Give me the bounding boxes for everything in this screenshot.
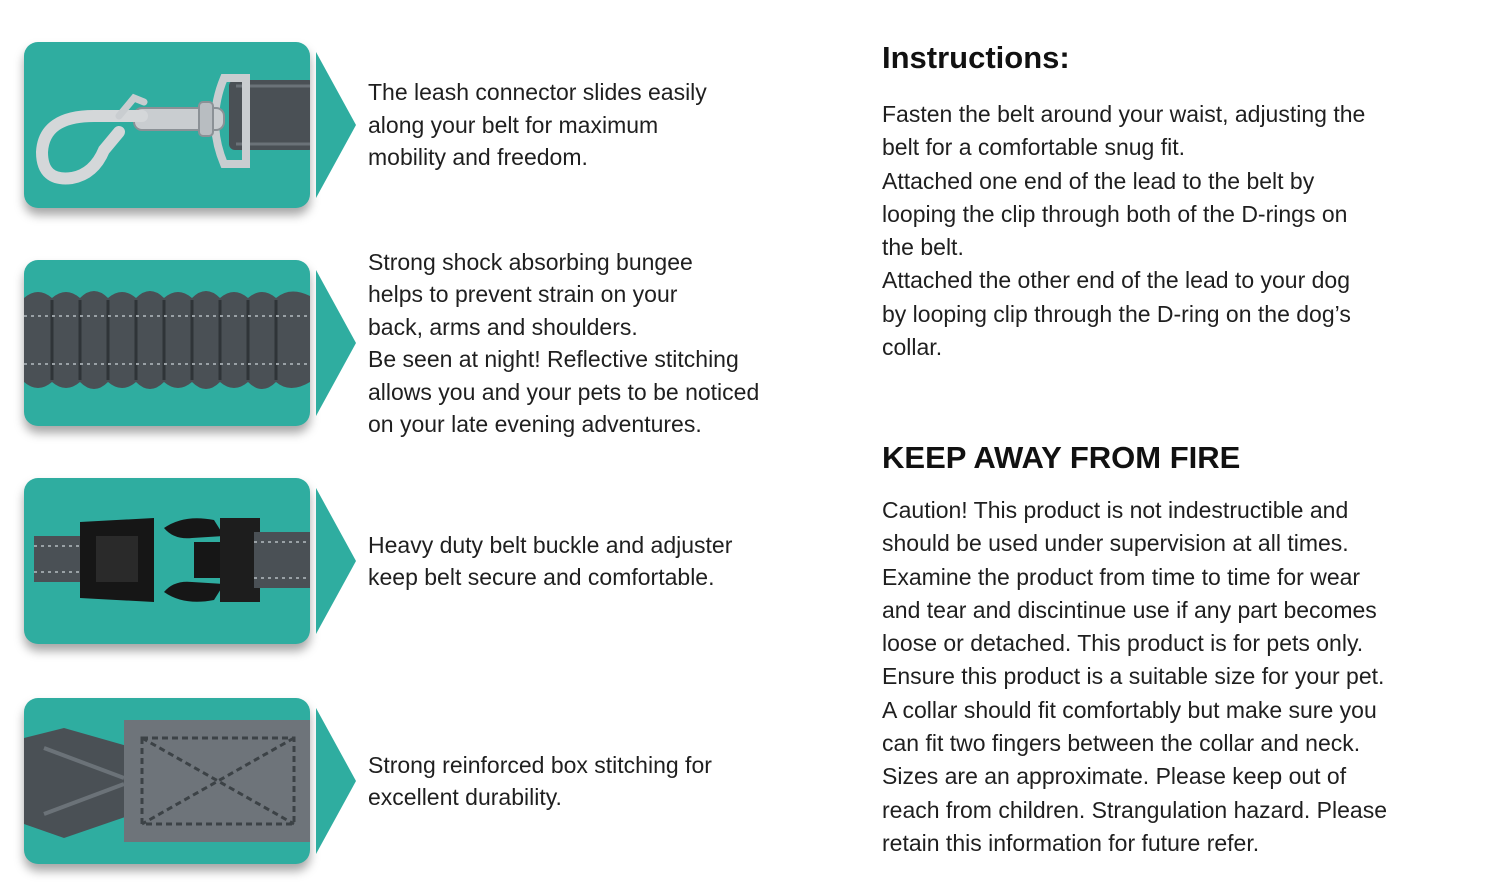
pointer-arrow-icon — [316, 488, 356, 634]
feature-line: excellent durability. — [368, 784, 562, 810]
warning-line: Ensure this product is a suitable size for your pet. — [882, 663, 1385, 690]
stitching-card — [24, 698, 310, 864]
instructions-line: Attached one end of the lead to the belt by — [882, 167, 1315, 194]
feature-line: helps to prevent strain on your — [368, 281, 678, 307]
warning-title: KEEP AWAY FROM FIRE — [882, 440, 1241, 475]
buckle-card — [24, 478, 310, 644]
warning-line: Examine the product from time to time for wear — [882, 563, 1361, 590]
instructions-line: collar. — [882, 334, 943, 361]
bungee-icon — [24, 260, 310, 426]
warning-line: can fit two fingers between the collar and neck. — [882, 730, 1361, 757]
stitching-text — [368, 698, 838, 864]
instructions-line: belt for a comfortable snug fit. — [882, 134, 1185, 161]
instructions-body — [882, 98, 1482, 364]
pointer-arrow-icon — [316, 52, 356, 198]
bungee-text — [368, 250, 838, 436]
feature-buckle — [24, 478, 824, 644]
feature-line: Strong shock absorbing bungee — [368, 248, 693, 275]
belt-buckle-icon — [24, 478, 310, 644]
instructions-line: Fasten the belt around your waist, adjusting the — [882, 101, 1366, 127]
leash-snap-hook-icon — [24, 42, 310, 208]
pointer-arrow-icon — [316, 708, 356, 854]
instructions-section — [882, 38, 1482, 364]
warning-line: Sizes are an approximate. Please keep out of — [882, 763, 1347, 790]
warning-line: and tear and discintinue use if any part becomes — [882, 596, 1377, 623]
feature-line: keep belt secure and comfortable. — [368, 564, 715, 590]
instructions-line: looping the clip through both of the D-rings on — [882, 200, 1348, 227]
warning-line: loose or detached. This product is for pets only. — [882, 630, 1364, 657]
feature-leash-connector — [24, 42, 824, 208]
buckle-text — [368, 478, 838, 644]
feature-line: back, arms and shoulders. — [368, 313, 638, 340]
leash-connector-card — [24, 42, 310, 208]
warning-body — [882, 494, 1482, 860]
feature-stitching — [24, 698, 824, 864]
feature-line: along your belt for maximum — [368, 111, 659, 138]
box-stitching-icon — [24, 698, 310, 864]
feature-line: The leash connector slides easily — [368, 79, 707, 106]
warning-line: Caution! This product is not indestructible and — [882, 497, 1349, 523]
feature-line: allows you and your pets to be noticed — [368, 378, 760, 405]
warning-section — [882, 438, 1482, 860]
feature-line: on your late evening adventures. — [368, 411, 702, 437]
warning-line: retain this information for future refer. — [882, 829, 1260, 856]
feature-line: Heavy duty belt buckle and adjuster — [368, 531, 733, 558]
feature-bungee — [24, 248, 824, 437]
instructions-title: Instructions: — [882, 40, 1070, 75]
instructions-line: the belt. — [882, 234, 964, 261]
feature-line: Strong reinforced box stitching for — [368, 751, 712, 778]
warning-line: reach from children. Strangulation hazard. Please — [882, 796, 1388, 823]
feature-line: mobility and freedom. — [368, 144, 588, 171]
bungee-card — [24, 260, 310, 426]
warning-line: should be used under supervision at all times. — [882, 530, 1349, 557]
warning-line: A collar should fit comfortably but make sure you — [882, 696, 1377, 723]
leash-connector-text — [368, 42, 838, 208]
pointer-arrow-icon — [316, 270, 356, 416]
feature-line: Be seen at night! Reflective stitching — [368, 346, 739, 372]
instructions-line: by looping clip through the D-ring on the dog’s — [882, 300, 1351, 327]
instructions-line: Attached the other end of the lead to your dog — [882, 267, 1351, 294]
